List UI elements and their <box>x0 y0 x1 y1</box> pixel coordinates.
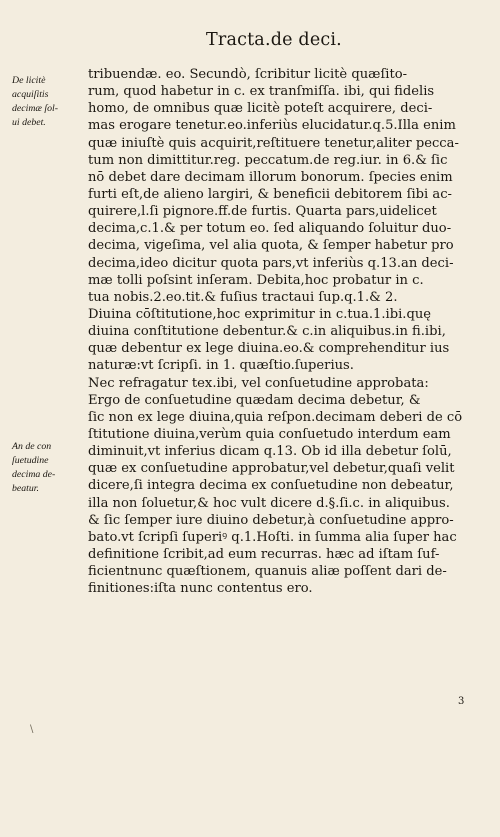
text-line: decima,c.1.& per totum eo. ſed aliquando ſoluitur duo- <box>88 221 452 237</box>
text-line: definitione ſcribit,ad eum recurras. hæc ad iſtam ſuf- <box>88 546 440 562</box>
margin-tick-mark: \ <box>30 724 34 735</box>
margin-note-line: decimæ ſol- <box>12 103 58 114</box>
text-line: diminuit,vt inferius dicam q.13. Ob id illa debetur ſolū, <box>88 444 452 460</box>
text-line: Diuina cōſtitutione,hoc exprimitur in c.tua.1.ibi.quę <box>88 306 432 322</box>
text-line: & ſic ſemper iure diuino debetur,à conſuetudine appro- <box>88 512 454 528</box>
text-line: tua nobis.2.eo.tit.& fuſius tractaui ſup.q.1.& 2. <box>88 289 398 305</box>
text-line: quæ iniuſtè quis acquirit,reſtituere tenetur,aliter pecca- <box>88 135 459 151</box>
text-line: mæ tolli poſsint inſeram. Debita,hoc probatur in c. <box>88 272 424 288</box>
text-line: ſtitutione diuina,verùm quia conſuetudo interdum eam <box>88 426 451 442</box>
text-line: quæ ex conſuetudine approbatur,vel debetur,quaſi velit <box>88 461 455 477</box>
margin-note-line: De licitè <box>12 75 46 86</box>
text-line: rum, quod habetur in c. ex tranſmiſſa. ibi, qui fidelis <box>88 84 435 100</box>
margin-note-line: decima de- <box>12 469 56 480</box>
margin-note-line: ſuetudine <box>12 455 49 466</box>
text-line: nō debet dare decimam illorum bonorum. ſpecies enim <box>88 169 453 185</box>
signature-mark: 3 <box>458 696 465 707</box>
text-line: decima,ideo dicitur quota pars,vt inferiùs q.13.an deci- <box>88 255 454 271</box>
text-line: illa non ſoluetur,& hoc vult dicere d.§.ſi.c. in aliquibus. <box>88 495 450 511</box>
text-line: ficientnunc quæſtionem, quanuis aliæ poſſent dari de- <box>88 564 447 580</box>
text-line: quirere,l.ſi pignore.ff.de furtis. Quarta pars,uidelicet <box>88 204 437 220</box>
text-line: tum non dimittitur.reg. peccatum.de reg.iur. in 6.& ſic <box>88 152 448 168</box>
running-header: Tracta.de deci. <box>206 30 342 50</box>
margin-note-line: acquiſitis <box>12 89 49 100</box>
text-line: finitiones:iſta nunc contentus ero. <box>88 581 313 597</box>
text-line: diuina conſtitutione debentur.& c.in aliquibus.in fi.ibi, <box>88 324 446 340</box>
text-line: Ergo de conſuetudine quædam decima debetur, & <box>88 392 421 408</box>
margin-note-custom-tithe <box>12 440 87 496</box>
text-line: decima, vigeſima, vel alia quota, & ſemper habetur pro <box>88 238 454 254</box>
margin-note-line: An de con <box>12 441 52 452</box>
margin-note-licit-acquisition <box>12 74 87 130</box>
text-line: homo, de omnibus quæ licitè poteſt acquirere, deci- <box>88 101 433 117</box>
text-line: ſic non ex lege diuina,quia reſpon.decimam deberi de cō <box>88 409 463 425</box>
text-line: furti eſt,de alieno largiri, & beneficii debitorem ſibi ac- <box>88 186 452 202</box>
text-line: dicere,ſi integra decima ex conſuetudine non debeatur, <box>88 478 454 494</box>
text-line: naturæ:vt ſcripſi. in 1. quæſtio.ſuperius. <box>88 358 354 374</box>
text-line: mas erogare tenetur.eo.inferiùs elucidatur.q.5.Illa enim <box>88 118 456 134</box>
text-line: Nec refragatur tex.ibi, vel conſuetudine approbata: <box>88 375 429 391</box>
text-line: tribuendæ. eo. Secundò, ſcribitur licitè quæſito- <box>88 67 408 82</box>
margin-note-line: beatur. <box>12 483 39 494</box>
text-line: quæ debentur ex lege diuina.eo.& comprehenditur ius <box>88 341 450 357</box>
margin-note-line: ui debet. <box>12 117 46 128</box>
body-text <box>88 66 472 597</box>
text-line: bato.vt ſcripſi ſuperiꝰ q.1.Hoſti. in ſumma alia ſuper hac <box>88 529 457 545</box>
